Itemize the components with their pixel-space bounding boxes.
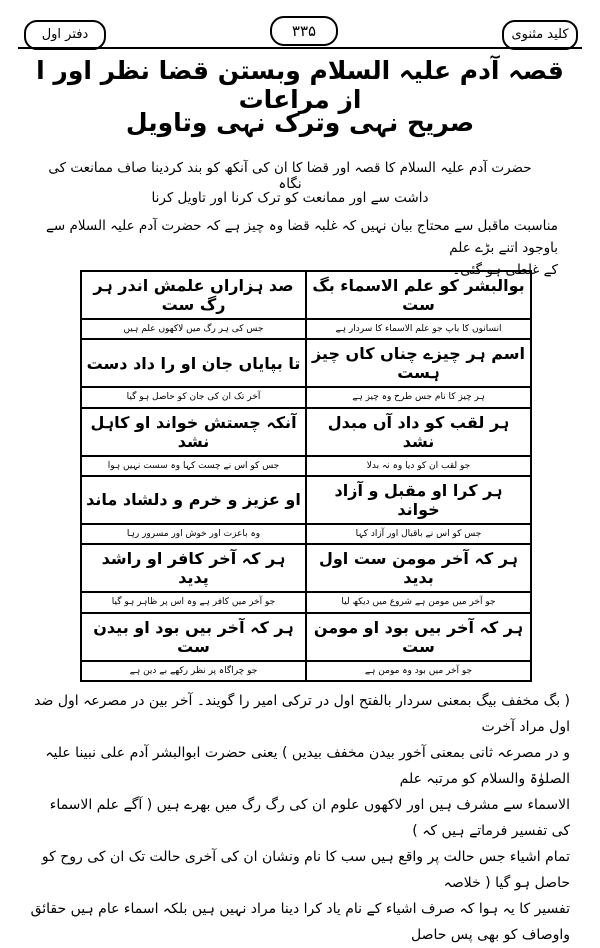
verse-meaning-left: جس کی ہر رگ میں لاکھوں علم ہیں (81, 319, 306, 339)
commentary-line: الاسماء سے مشرف ہیں اور لاکھوں علوم ان کی رگ رگ میں بھرے ہیں ( آگے علم الاسماء کی تفسیر فرماتے ہیں کہ ) (49, 797, 570, 839)
intro-line-2: کے غلطی ہو گئی۔ (452, 262, 558, 278)
verse-left: صد ہزاراں علمش اندر ہر رگ ست (81, 271, 306, 319)
verse-left: ہر کہ آخر بیں بود او بیدن ست (81, 613, 306, 661)
commentary-line: و در مصرعہ ثانی بمعنی آخور بیدن مخفف بیدیں ) یعنی حضرت ابوالبشر آدم علی نبینا علیہ الصلوٰۃ والسلام کو مرتبہ علم (45, 745, 570, 787)
commentary-line: تمام اشیاء جس حالت پر واقع ہیں سب کا نام ونشان ان کی آخری حالت تک ان کی روح کو حاصل ہو گیا ( خلاصہ (41, 849, 570, 891)
verse-right: ہر کہ آخر مومن ست اول بدید (306, 544, 531, 592)
verse-right: اسم ہر چیزے چناں کاں چیز ہست (306, 339, 531, 387)
verse-meaning-right: انسانوں کا باپ جو علم الاسماء کا سردار ہے (306, 319, 531, 339)
verse-left: تا بپایاں جان او را داد دست (81, 339, 306, 387)
chapter-title-line-1: قصہ آدم علیہ السلام وبستن قضا نظر اور ا از مراعات (36, 56, 564, 114)
verses-table (80, 270, 532, 682)
verse-meaning-left: جو آخر میں کافر ہے وہ اس پر ظاہر ہو گیا (81, 592, 306, 612)
book-title-label: کلید مثنوی (502, 20, 578, 50)
volume-label: دفتر اول (24, 20, 106, 50)
intro-line-1: مناسبت ماقبل سے محتاج بیان نہیں کہ غلبہ قضا وہ چیز ہے کہ حضرت آدم علیہ السلام سے باوجود اتنے بڑے علم (45, 218, 558, 256)
verse-left: او عزیز و خرم و دلشاد ماند (81, 476, 306, 524)
verse-left: ہر کہ آخر کافر او راشد پدید (81, 544, 306, 592)
verse-meaning-right: جو آخر میں بود وہ مومن ہے (306, 661, 531, 681)
verse-meaning-right: جو آخر میں مومن ہے شروع میں دیکھ لیا (306, 592, 531, 612)
page-number: ۳۳۵ (270, 16, 338, 46)
subtitle-line-2: داشت سے اور ممانعت کو ترک کرنا اور تاویل کرنا (151, 190, 429, 206)
verse-right: بوالبشر کو علم الاسماء بگ ست (306, 271, 531, 319)
verse-meaning-left: جو چراگاہ پر نظر رکھے بے دین ہے (81, 661, 306, 681)
verse-meaning-right: جو لقب ان کو دیا وہ نہ بدلا (306, 456, 531, 476)
verse-meaning-right: ہر چیز کا نام جس طرح وہ چیز ہے (306, 387, 531, 407)
verse-left: آنکہ چستش خواند او کاہل نشد (81, 408, 306, 456)
verse-right: ہر کرا او مقبل و آزاد خواند (306, 476, 531, 524)
verse-right: ہر لقب کو داد آں مبدل نشد (306, 408, 531, 456)
verse-right: ہر کہ آخر بیں بود او مومن ست (306, 613, 531, 661)
commentary-paragraph (30, 688, 570, 948)
commentary-line: ( بگ مخفف بیگ بمعنی سردار بالفتح اول در ترکی امیر را گویند۔ آخر بین در مصرعہ اول ضد اول مراد آخرت (34, 693, 570, 735)
verse-meaning-left: جس کو اس نے چست کہا وہ سست نہیں ہوا (81, 456, 306, 476)
verse-meaning-right: جس کو اس نے باقبال اور آزاد کہا (306, 524, 531, 544)
header-rule (18, 47, 582, 49)
verse-meaning-left: وہ باعزت اور خوش اور مسرور رہا (81, 524, 306, 544)
commentary-line: تفسیر کا یہ ہوا کہ صرف اشیاء کے نام یاد کرا دینا مراد نہیں ہیں بلکہ اسماء عام ہیں حقائق واوصاف کو بھی پس حاصل (30, 901, 570, 943)
chapter-title-line-2: صریح نہی وترک نہی وتاویل (125, 108, 475, 137)
subtitle-line-1: حضرت آدم علیہ السلام کا قصہ اور قضا کا ان کی آنکھ کو بند کردینا صاف ممانعت کی نگاہ (48, 160, 532, 192)
verse-meaning-left: آخر تک ان کی جان کو حاصل ہو گیا (81, 387, 306, 407)
